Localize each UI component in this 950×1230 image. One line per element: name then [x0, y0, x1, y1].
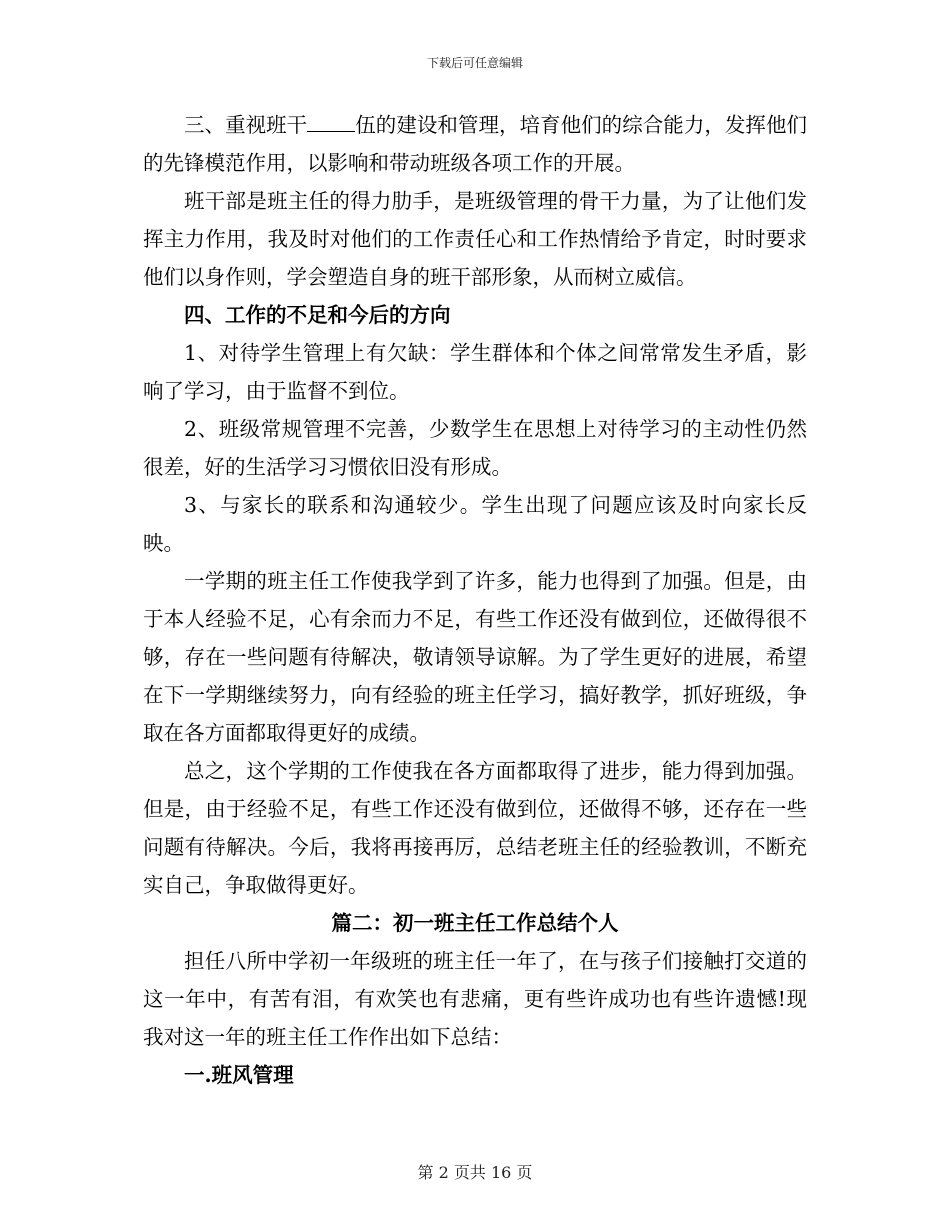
paragraph: 1、对待学生管理上有欠缺：学生群体和个体之间常常发生矛盾，影响了学习，由于监督不到位。: [143, 341, 807, 403]
paragraph-text: 伍的建设和管理，培育他们的综合能力，发挥他们的先锋模范作用，以影响和带动班级各项工作的开展。: [143, 113, 808, 175]
paragraph: 班干部是班主任的得力肋手，是班级管理的骨干力量，为了让他们发挥主力作用，我及时对他们的工作责任心和工作热情给予肯定，时时要求他们以身作则，学会塑造自身的班干部形象，从而树立威信。: [143, 189, 807, 289]
document-body: [143, 106, 807, 1094]
section-heading: 四、工作的不足和今后的方向: [184, 303, 451, 327]
fill-in-blank: [307, 113, 355, 132]
paragraph-section-three: [143, 106, 807, 182]
paragraph: 2、班级常规管理不完善，少数学生在思想上对待学习的主动性仍然很差，好的生活学习习惯依旧没有形成。: [143, 417, 807, 479]
article-title: 篇二：初一班主任工作总结个人: [331, 911, 619, 935]
section-heading: 一.班风管理: [184, 1063, 294, 1087]
paragraph-text: 三、重视班干: [184, 113, 308, 137]
paragraph: 担任八所中学初一年级班的班主任一年了，在与孩子们接触打交道的这一年中，有苦有泪，有欢笑也有悲痛，更有些许成功也有些许遗憾!现我对这一年的班主任工作作出如下总结：: [143, 949, 807, 1049]
paragraph: 一学期的班主任工作使我学到了许多，能力也得到了加强。但是，由于本人经验不足，心有余而力不足，有些工作还没有做到位，还做得很不够，存在一些问题有待解决，敬请领导谅解。为了学生更好的进展，希望在下一学期继续努力，向有经验的班主任学习，搞好教学，抓好班级，争取在各方面都取得更好的成绩。: [143, 569, 807, 745]
paragraph: 3、与家长的联系和沟通较少。学生出现了问题应该及时向家长反映。: [143, 493, 807, 555]
page-footer: 第 2 页共 16 页: [417, 1163, 533, 1182]
paragraph: 总之，这个学期的工作使我在各方面都取得了进步，能力得到加强。但是，由于经验不足，有些工作还没有做到位，还做得不够，还存在一些问题有待解决。今后，我将再接再厉，总结老班主任的经验教训，不断充实自己，争取做得更好。: [143, 759, 807, 897]
page-header: 下载后可任意编辑: [426, 56, 523, 70]
